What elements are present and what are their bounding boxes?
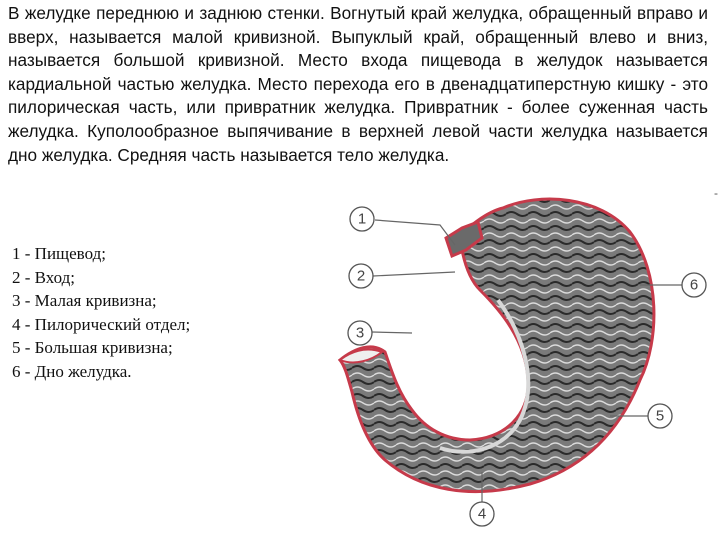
legend-item-2: 2 - Вход; bbox=[12, 267, 76, 287]
callout-4-label: 4 bbox=[477, 505, 487, 523]
legend-item-4: 4 - Пилорический отдел; bbox=[12, 314, 191, 334]
callout-5-label: 5 bbox=[655, 407, 665, 425]
callout-3-label: 3 bbox=[355, 324, 365, 342]
callout-6-label: 6 bbox=[689, 276, 699, 294]
callout-2-label: 2 bbox=[356, 267, 366, 285]
legend-item-6: 6 - Дно желудка. bbox=[12, 361, 132, 381]
legend-item-1: 1 - Пищевод; bbox=[12, 244, 106, 263]
edge-dash: - bbox=[714, 186, 718, 200]
callout-1-label: 1 bbox=[357, 210, 367, 228]
legend-item-5: 5 - Большая кривизна; bbox=[12, 338, 173, 357]
legend-item-3: 3 - Малая кривизна; bbox=[12, 291, 157, 310]
stomach-body bbox=[340, 199, 654, 492]
description-paragraph: В желудке переднюю и заднюю стенки. Вогнутый край желудка, обращенный вправо и вверх, называется малой кривизной. Выпуклый край, обращенный влево и вниз, называется большой кривизной. Место входа пищевода в желудок называется кардиальной частью желудка. Место перехода его в двенадцатиперстную кишку - это пилорическая часть, или привратник желудка. Привратник - более суженная часть желудка. Куполообразное выпячивание в верхней левой части желудка называется дно желудка. Средняя часть называется тело желудка. bbox=[8, 3, 708, 165]
